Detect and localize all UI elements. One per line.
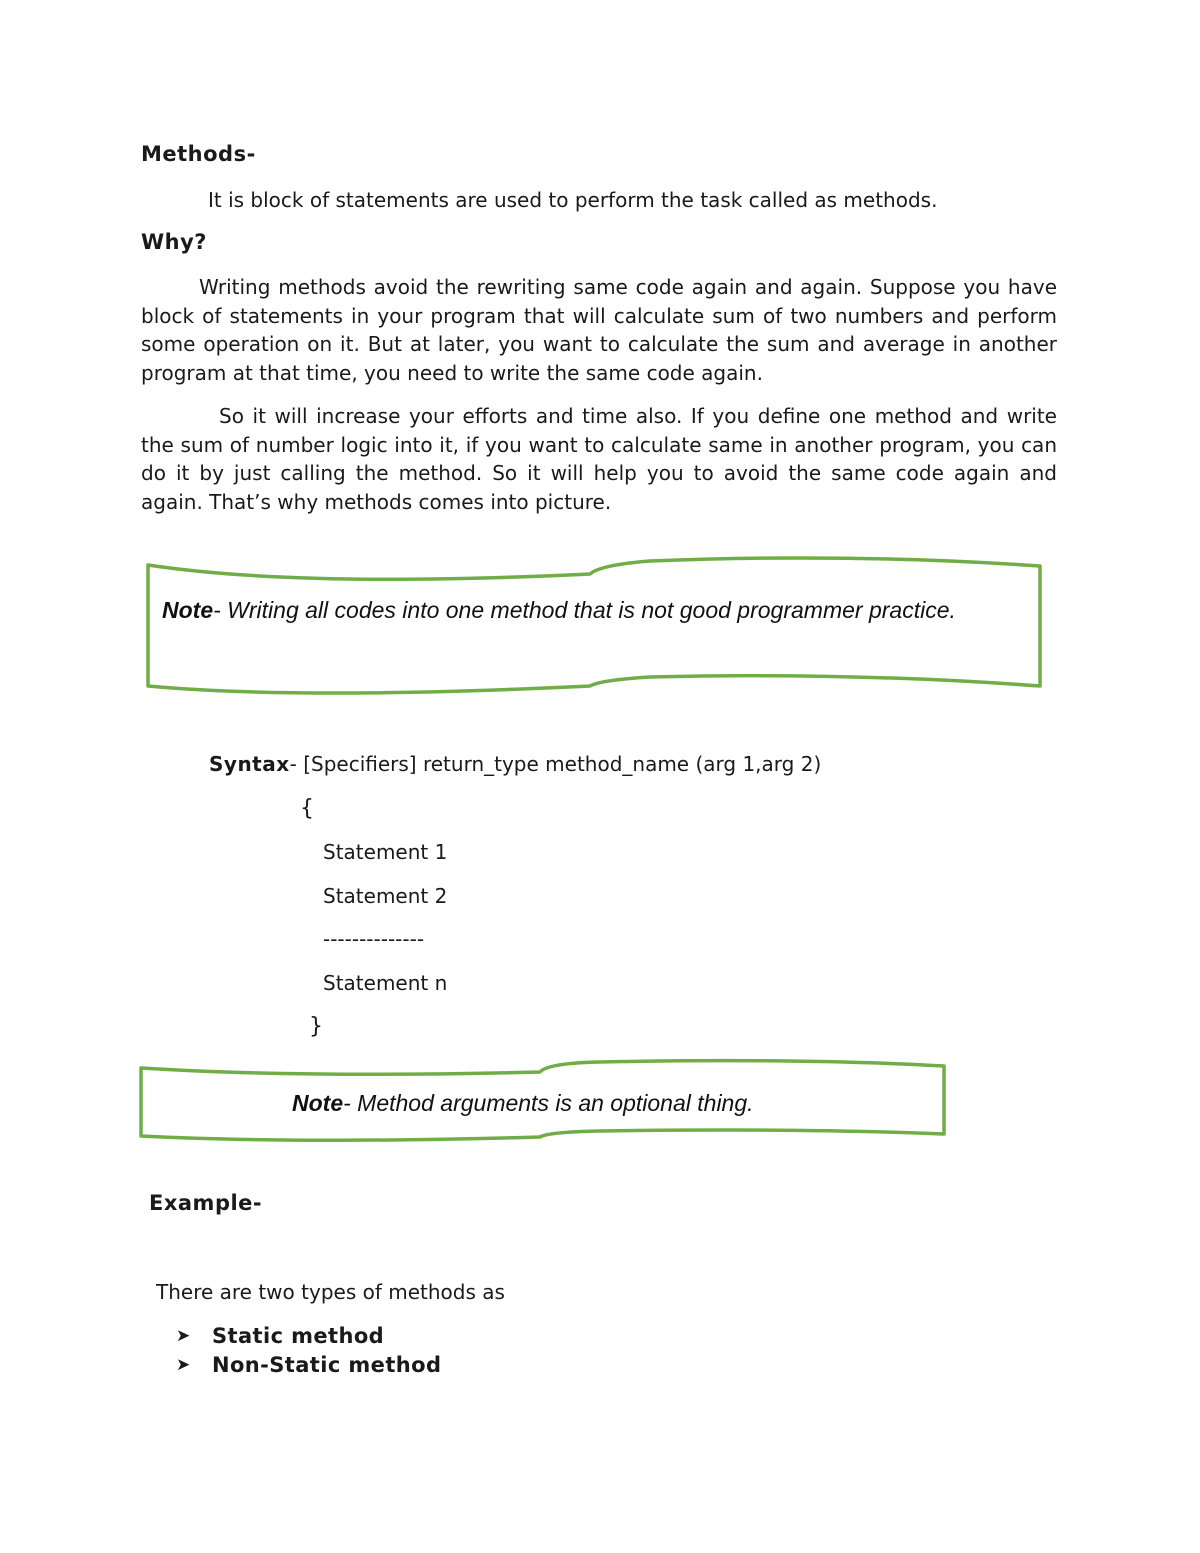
list-item [176,1350,441,1379]
syntax-statement: Statement 2 [323,884,448,908]
syntax-signature: - [Specifiers] return_type method_name (arg 1,arg 2) [289,752,822,776]
syntax-statement: Statement n [323,971,448,995]
methods-definition: It is block of statements are used to perform the task called as methods. [208,188,938,212]
syntax-line [209,752,821,776]
methods-heading: Methods- [141,142,256,166]
type-static-method: Static method [212,1323,385,1348]
why-paragraph-1: Writing methods avoid the rewriting same code again and again. Suppose you have block of statements in your program that will calculate sum of two numbers and perform some operation on it. But at later, you want to calculate the sum and average in another program at that time, you need to write the same code again. [141,275,1057,385]
syntax-close-brace: } [309,1014,323,1039]
syntax-statement: Statement 1 [323,840,448,864]
why-heading: Why? [141,230,207,254]
note-1 [162,592,982,628]
list-item [176,1321,384,1350]
note-2-text: - Method arguments is an optional thing. [343,1090,754,1116]
type-non-static-method: Non-Static method [212,1352,442,1377]
types-intro: There are two types of methods as [156,1280,505,1304]
why-paragraph-2: So it will increase your efforts and time also. If you define one method and write the sum of number logic into it, if you want to calculate same in another program, you can do it by just calling the method. So it will help you to avoid the same code again and again. That’s why methods comes into picture. [141,404,1057,514]
example-heading: Example- [149,1191,263,1215]
syntax-statement-ellipsis: -------------- [323,927,425,951]
syntax-label: Syntax [209,752,290,776]
arrow-bullet-icon: ➤ [176,1354,191,1375]
note-1-label: Note [162,597,214,623]
note-2-label: Note [292,1090,344,1116]
arrow-bullet-icon: ➤ [176,1325,191,1346]
syntax-open-brace: { [300,796,314,821]
note-1-text: - Writing all codes into one method that is not good programmer practice. [213,597,956,623]
note-2 [292,1085,754,1121]
